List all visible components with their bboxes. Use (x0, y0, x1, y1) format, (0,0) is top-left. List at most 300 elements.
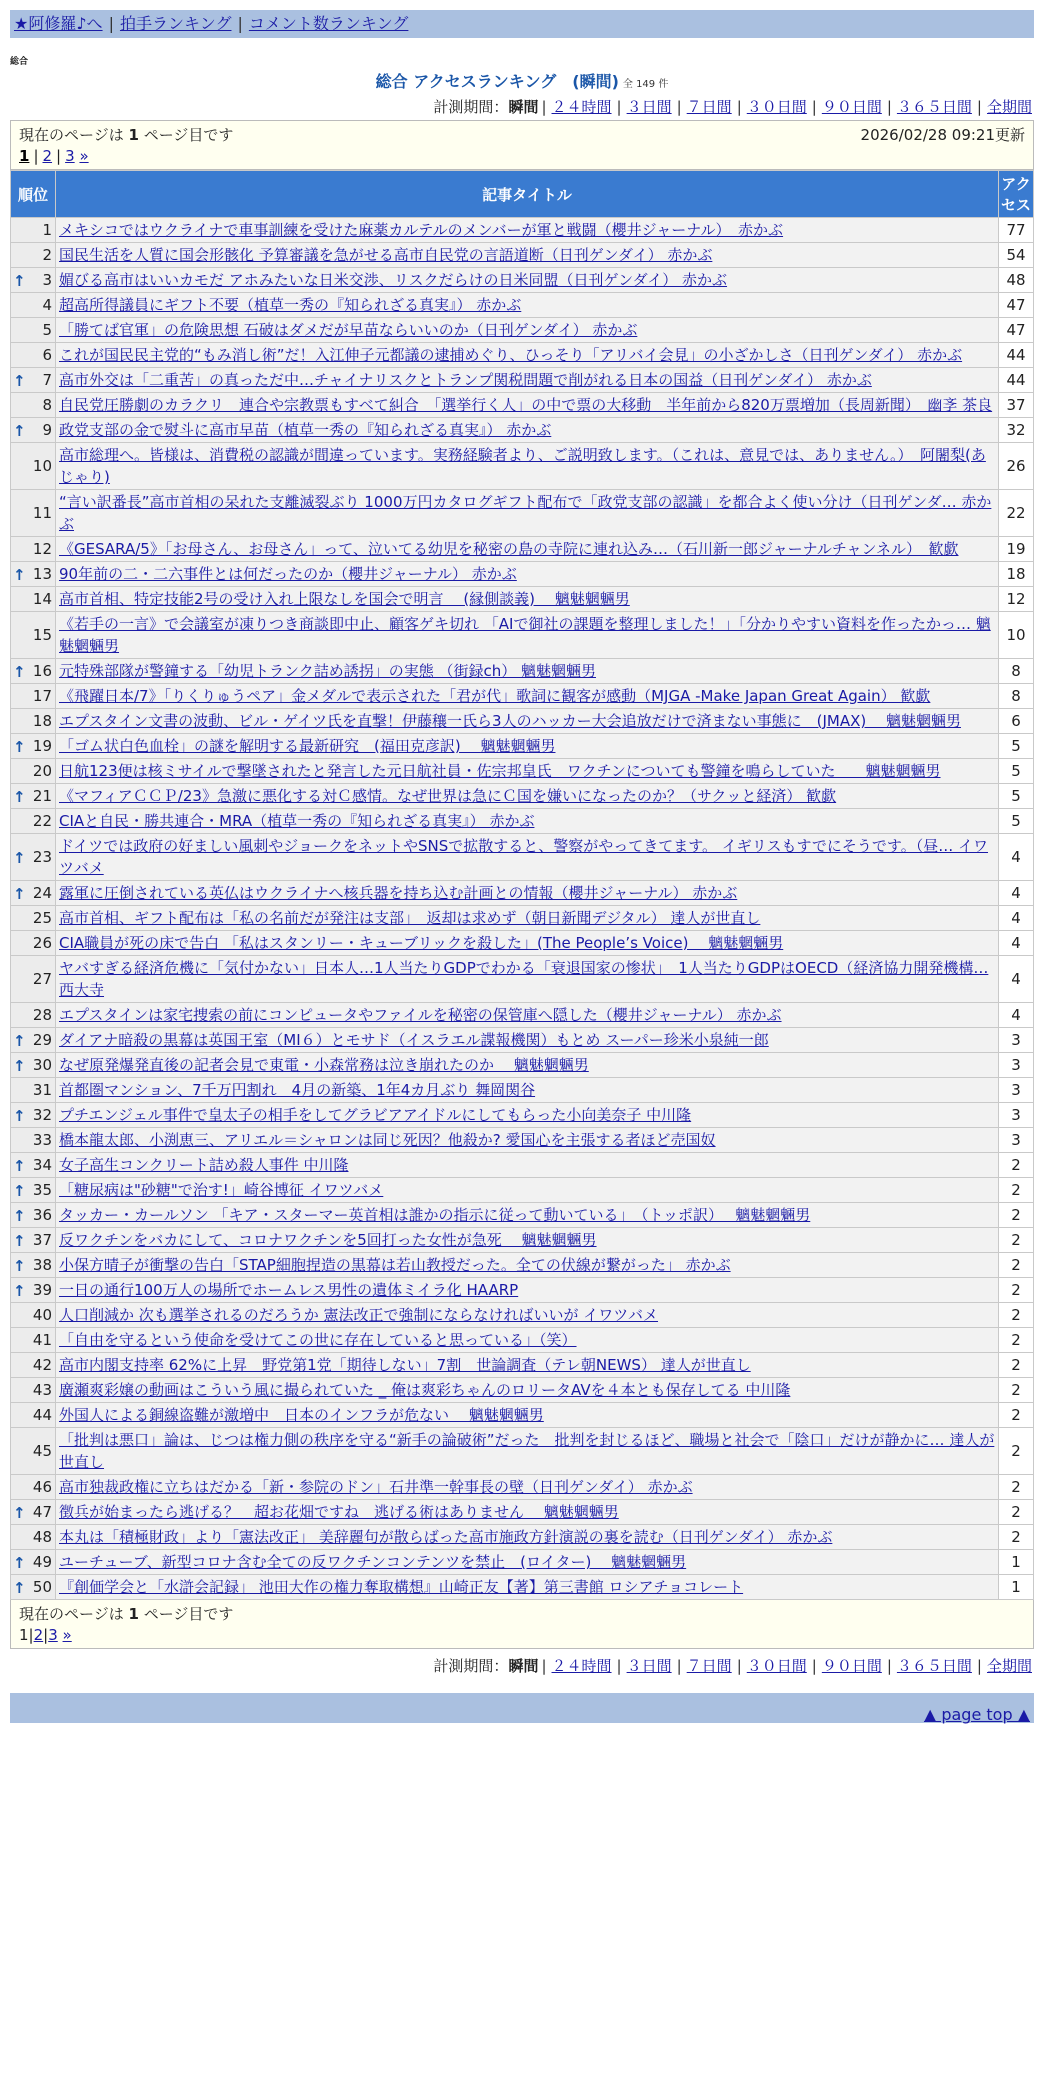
table-row (11, 931, 1034, 956)
access-count: 5 (999, 784, 1034, 809)
title-cell (56, 490, 999, 537)
rank-number: 22 (32, 812, 52, 830)
article-link[interactable]: 元特殊部隊が警鐘する「幼児トランク詰め誘拐」の実態 （街録ch） 魑魅魍魎男 (59, 662, 596, 680)
period-link[interactable]: ７日間 (686, 98, 732, 116)
table-row (11, 562, 1034, 587)
title-cell (56, 1253, 999, 1278)
access-count: 8 (999, 659, 1034, 684)
article-link[interactable]: エプスタインは家宅捜索の前にコンピュータやファイルを秘密の保管庫へ隠した（櫻井ジャーナル） 赤かぶ (59, 1006, 782, 1024)
period-link[interactable]: 全期間 (986, 98, 1032, 116)
page-status: 現在のページは 1 ページ目です (19, 126, 234, 144)
table-row (11, 1475, 1034, 1500)
rank-number: 20 (32, 762, 52, 780)
title-cell (56, 1003, 999, 1028)
rank-number: 35 (32, 1181, 52, 1199)
table-row (11, 906, 1034, 931)
access-count: 2 (999, 1228, 1034, 1253)
rank-number: 34 (32, 1156, 52, 1174)
rank-cell (11, 759, 56, 784)
rank-number: 46 (32, 1478, 52, 1496)
title-cell (56, 268, 999, 293)
rank-number: 31 (32, 1081, 52, 1099)
title-cell (56, 612, 999, 659)
article-link[interactable]: 《マフィアＣＣＰ/23》急激に悪化する対Ｃ感情。なぜ世界は急にＣ国を嫌いになったのか？（サクッと経済） 歓歔 (59, 787, 837, 805)
period-link[interactable]: ３日間 (626, 1657, 672, 1675)
rank-number: 39 (32, 1281, 52, 1299)
table-row (11, 684, 1034, 709)
rank-cell (11, 318, 56, 343)
rank-cell (11, 1228, 56, 1253)
article-link[interactable]: 「自由を守るという使命を受けてこの世に存在していると思っている」（笑） (59, 1331, 577, 1349)
article-link[interactable]: 反ワクチンをバカにして、コロナワクチンを5回打った女性が急死 魑魅魍魎男 (59, 1231, 597, 1249)
access-count: 8 (999, 684, 1034, 709)
article-link[interactable]: これが国民民主党的“もみ消し術”だ！入江伸子元都議の逮捕めぐり、ひっそり「アリバイ会見」の小ざかしさ（日刊ゲンダイ） 赤かぶ (59, 346, 963, 364)
rank-cell (11, 709, 56, 734)
title-cell (56, 734, 999, 759)
rank-cell (11, 956, 56, 1003)
comment-ranking-link[interactable]: コメント数ランキング (248, 14, 409, 33)
table-row (11, 809, 1034, 834)
title-cell (56, 318, 999, 343)
rank-cell (11, 809, 56, 834)
rank-number: 33 (32, 1131, 52, 1149)
period-link[interactable]: ３６５日間 (896, 98, 972, 116)
article-link[interactable]: タッカー・カールソン 「キア・スターマー英首相は誰かの指示に従って動いている」 （トッポ訳） 魑魅魍魎男 (59, 1206, 811, 1224)
access-count: 3 (999, 1128, 1034, 1153)
title-cell (56, 1228, 999, 1253)
clap-ranking-link[interactable]: 拍手ランキング (119, 14, 232, 33)
access-count: 47 (999, 318, 1034, 343)
access-count: 1 (999, 1575, 1034, 1600)
access-count: 2 (999, 1500, 1034, 1525)
table-row (11, 418, 1034, 443)
table-row (11, 587, 1034, 612)
rank-cell (11, 1003, 56, 1028)
title-cell (56, 906, 999, 931)
period-link[interactable]: ３０日間 (746, 98, 807, 116)
article-link[interactable]: 女子高生コンクリート詰め殺人事件 中川隆 (59, 1156, 349, 1174)
rank-number: 14 (32, 590, 52, 608)
title-cell (56, 881, 999, 906)
article-link[interactable]: ユーチューブ、新型コロナ含む全ての反ワクチンコンテンツを禁止 (ロイター) 魑魅魍魎男 (59, 1553, 687, 1571)
period-link[interactable]: 全期間 (986, 1657, 1032, 1675)
title-cell (56, 784, 999, 809)
title-cell (56, 1353, 999, 1378)
title-cell (56, 1053, 999, 1078)
title-cell (56, 1028, 999, 1053)
title-cell (56, 659, 999, 684)
table-row (11, 1128, 1034, 1153)
article-link[interactable]: ドイツでは政府の好ましい風刺やジョークをネットやSNSで拡散すると、警察がやってきてます。 イギリスもすでにそうです。（昼… イワツバメ (59, 837, 989, 877)
rank-cell (11, 587, 56, 612)
rank-cell (11, 1525, 56, 1550)
title-cell (56, 931, 999, 956)
article-link[interactable]: 一日の通行100万人の場所でホームレス男性の遺体ミイラ化 HAARP (59, 1281, 519, 1299)
access-count: 47 (999, 293, 1034, 318)
rank-number: 4 (42, 296, 52, 314)
title-cell (56, 834, 999, 881)
access-count: 2 (999, 1378, 1034, 1403)
table-row (11, 1328, 1034, 1353)
rank-cell (11, 1028, 56, 1053)
pager-link[interactable]: 2 (42, 147, 53, 165)
table-row (11, 1525, 1034, 1550)
access-count: 4 (999, 956, 1034, 1003)
access-count: 2 (999, 1328, 1034, 1353)
pager-next[interactable]: » (79, 147, 89, 165)
pager-link[interactable]: 3 (48, 1626, 58, 1644)
table-row (11, 1500, 1034, 1525)
title-cell (56, 343, 999, 368)
rank-number: 6 (42, 346, 52, 364)
pager-link[interactable]: 2 (33, 1626, 44, 1644)
rank-number: 30 (32, 1056, 52, 1074)
article-link[interactable]: プチエンジェル事件で皇太子の相手をしてグラビアアイドルにしてもらった小向美奈子 中川隆 (59, 1106, 692, 1124)
table-row (11, 343, 1034, 368)
table-row (11, 218, 1034, 243)
table-row (11, 537, 1034, 562)
up-arrow-icon: ↑ (13, 1207, 26, 1225)
article-link[interactable]: 国民生活を人質に国会形骸化 予算審議を急がせる高市自民党の言語道断（日刊ゲンダイ） 赤かぶ (59, 246, 713, 264)
rank-cell (11, 562, 56, 587)
article-link[interactable]: 高市内閣支持率 62%に上昇 野党第1党「期待しない」7割 世論調査（テレ朝NEWS） 達人が世直し (59, 1356, 751, 1374)
period-link[interactable]: ７日間 (686, 1657, 732, 1675)
article-link[interactable]: 高市独裁政権に立ちはだかる「新・参院のドン」石井準一幹事長の壁（日刊ゲンダイ） 赤かぶ (59, 1478, 693, 1496)
title-cell (56, 956, 999, 1003)
page-info-top (10, 120, 1034, 170)
rank-cell (11, 1575, 56, 1600)
rank-cell (11, 834, 56, 881)
access-count: 4 (999, 834, 1034, 881)
article-link[interactable]: 超高所得議員にギフト不要（植草一秀の『知られざる真実』） 赤かぶ (59, 296, 522, 314)
up-arrow-icon: ↑ (13, 1257, 26, 1275)
article-link[interactable]: 小保方晴子が衝撃の告白「STAP細胞捏造の黒幕は若山教授だった。全ての伏線が繋がった」 赤かぶ (59, 1256, 731, 1274)
title-cell (56, 243, 999, 268)
rank-number: 43 (32, 1381, 52, 1399)
access-count: 3 (999, 1053, 1034, 1078)
up-arrow-icon: ↑ (13, 663, 26, 681)
pager-next[interactable]: » (62, 1626, 72, 1644)
access-count: 4 (999, 906, 1034, 931)
rank-number: 25 (32, 909, 52, 927)
top-nav-bar: ★阿修羅♪へ | 拍手ランキング | コメント数ランキング (10, 10, 1034, 38)
title-cell (56, 1278, 999, 1303)
item-count: 全 149 件 (622, 79, 669, 90)
article-link[interactable]: 露軍に圧倒されている英仏はウクライナへ核兵器を持ち込む計画との情報（櫻井ジャーナル） 赤かぶ (59, 884, 738, 902)
rank-cell (11, 1328, 56, 1353)
table-row (11, 1278, 1034, 1303)
pager-bottom: 1|2|3 » (19, 1626, 72, 1644)
rank-number: 26 (32, 934, 52, 952)
article-link[interactable]: 高市外交は「二重苦」の真っただ中…チャイナリスクとトランプ関税問題で削がれる日本の国益（日刊ゲンダイ） 赤かぶ (59, 371, 872, 389)
rank-number: 32 (32, 1106, 52, 1124)
title-cell (56, 1500, 999, 1525)
rank-number: 13 (32, 565, 52, 583)
access-count: 2 (999, 1278, 1034, 1303)
title-cell (56, 1103, 999, 1128)
article-link[interactable]: 本丸は「積極財政」より「憲法改正」 美辞麗句が散らばった高市施政方針演説の裏を読む（日刊ゲンダイ） 赤かぶ (59, 1528, 833, 1546)
rank-cell (11, 1178, 56, 1203)
access-count: 77 (999, 218, 1034, 243)
access-count: 48 (999, 268, 1034, 293)
rank-cell (11, 443, 56, 490)
title-cell (56, 393, 999, 418)
period-link[interactable]: ２４時間 (551, 1657, 612, 1675)
article-link[interactable]: 外国人による銅線盗難が激増中 日本のインフラが危ない 魑魅魍魎男 (59, 1406, 544, 1424)
period-link[interactable]: ３０日間 (746, 1657, 807, 1675)
page-top-link[interactable]: ▲ page top ▲ (923, 1705, 1030, 1724)
access-count: 2 (999, 1303, 1034, 1328)
article-link[interactable]: 「勝てば官軍」の危険思想 石破はダメだが早苗ならいいのか（日刊ゲンダイ） 赤かぶ (59, 321, 638, 339)
table-row (11, 834, 1034, 881)
table-row (11, 1353, 1034, 1378)
up-arrow-icon: ↑ (13, 422, 26, 440)
up-arrow-icon: ↑ (13, 566, 26, 584)
article-link[interactable]: 「ゴム状白色血栓」の謎を解明する最新研究 (福田克彦訳) 魑魅魍魎男 (59, 737, 556, 755)
access-count: 19 (999, 537, 1034, 562)
article-link[interactable]: 高市総理へ。皆様は、消費税の認識が間違っています。実務経験者より、ご説明致します。（これは、意見では、ありません。） 阿闍梨(あじゃり) (59, 446, 986, 486)
rank-number: 18 (32, 712, 52, 730)
table-row (11, 1103, 1034, 1128)
table-row (11, 393, 1034, 418)
article-link[interactable]: 『創価学会と「水滸会記録」 池田大作の権力奪取構想』山崎正友【著】第三書館 ロシアチョコレート (59, 1578, 744, 1596)
article-link[interactable]: なぜ原発爆発直後の記者会見で東電・小森常務は泣き崩れたのか 魑魅魍魎男 (59, 1056, 589, 1074)
article-link[interactable]: 首都圏マンション、7千万円割れ 4月の新築、1年4カ月ぶり 舞岡関谷 (59, 1081, 536, 1099)
up-arrow-icon: ↑ (13, 788, 26, 806)
table-row (11, 318, 1034, 343)
pager-current: 1 (19, 1626, 29, 1644)
up-arrow-icon: ↑ (13, 1232, 26, 1250)
title-cell (56, 1525, 999, 1550)
title-cell (56, 759, 999, 784)
rank-number: 36 (32, 1206, 52, 1224)
rank-number: 44 (32, 1406, 52, 1424)
title-cell (56, 1153, 999, 1178)
up-arrow-icon: ↑ (13, 1554, 26, 1572)
rank-number: 5 (42, 321, 52, 339)
table-row (11, 612, 1034, 659)
access-count: 2 (999, 1525, 1034, 1550)
article-link[interactable]: 《飛躍日本/7》「りくりゅうペア」金メダルで表示された「君が代」歌詞に観客が感動（MJGA -Make Japan Great Again） 歓歔 (59, 687, 931, 705)
table-row (11, 1228, 1034, 1253)
access-count: 3 (999, 1078, 1034, 1103)
article-link[interactable]: エプスタイン文書の波動、ビル・ゲイツ氏を直撃！伊藤穰一氏ら3人のハッカー大会追放だけで済まない事態に (JMAX) 魑魅魍魎男 (59, 712, 961, 730)
up-arrow-icon: ↑ (13, 1282, 26, 1300)
article-link[interactable]: 徴兵が始まったら逃げる？ 超お花畑ですね 逃げる術はありません 魑魅魍魎男 (59, 1503, 619, 1521)
period-label: 計測期間： (433, 98, 509, 116)
section-label: 総合 (10, 57, 29, 67)
access-count: 2 (999, 1403, 1034, 1428)
up-arrow-icon: ↑ (13, 272, 26, 290)
table-row (11, 293, 1034, 318)
rank-cell (11, 684, 56, 709)
up-arrow-icon: ↑ (13, 1107, 26, 1125)
rank-cell (11, 784, 56, 809)
table-row (11, 443, 1034, 490)
article-link[interactable]: 日航123便は核ミサイルで撃墜されたと発言した元日航社員・佐宗邦皇氏 ワクチンについても警鐘を鳴らしていた 魑魅魍魎男 (59, 762, 941, 780)
ranking-table (10, 170, 1034, 1600)
rank-cell (11, 243, 56, 268)
table-row (11, 1303, 1034, 1328)
rank-number: 45 (32, 1442, 52, 1460)
rank-number: 7 (42, 371, 52, 389)
access-count: 22 (999, 490, 1034, 537)
title-cell (56, 537, 999, 562)
rank-number: 9 (42, 421, 52, 439)
article-link[interactable]: ダイアナ暗殺の黒幕は英国王室（MI６）とモサド（イスラエル諜報機関）もとめ スーパー珍米小泉純一郎 (59, 1031, 769, 1049)
table-row (11, 268, 1034, 293)
article-link[interactable]: 90年前の二・二六事件とは何だったのか（櫻井ジャーナル） 赤かぶ (59, 565, 517, 583)
table-row (11, 1078, 1034, 1103)
rank-number: 3 (42, 271, 52, 289)
up-arrow-icon: ↑ (13, 738, 26, 756)
rank-cell (11, 931, 56, 956)
article-link[interactable]: 橋本龍太郎、小渕恵三、アリエル＝シャロンは同じ死因？他殺か? 愛国心を主張する者ほど売国奴 (59, 1131, 716, 1149)
table-row (11, 1575, 1034, 1600)
access-count: 12 (999, 587, 1034, 612)
article-link[interactable]: 「糖尿病は"砂糖"で治す!」崎谷博征 イワツバメ (59, 1181, 384, 1199)
footer-bar (10, 1693, 1034, 1723)
period-link[interactable]: ９０日間 (821, 1657, 882, 1675)
access-count: 2 (999, 1253, 1034, 1278)
article-link[interactable]: 人口削減か 次も選挙されるのだろうか 憲法改正で強制にならなければいいが イワツバメ (59, 1306, 659, 1324)
title-cell (56, 1328, 999, 1353)
rank-number: 16 (32, 662, 52, 680)
rank-number: 29 (32, 1031, 52, 1049)
rank-cell (11, 881, 56, 906)
article-link[interactable]: 政党支部の金で熨斗に高市早苗（植草一秀の『知られざる真実』） 赤かぶ (59, 421, 552, 439)
access-count: 4 (999, 1003, 1034, 1028)
rank-number: 48 (32, 1528, 52, 1546)
access-count: 37 (999, 393, 1034, 418)
access-count: 4 (999, 931, 1034, 956)
rank-number: 21 (32, 787, 52, 805)
title-cell (56, 562, 999, 587)
title-cell (56, 1428, 999, 1475)
pager-link[interactable]: 3 (65, 147, 75, 165)
rank-number: 12 (32, 540, 52, 558)
rank-number: 23 (32, 848, 52, 866)
up-arrow-icon: ↑ (13, 1182, 26, 1200)
table-row (11, 243, 1034, 268)
article-link[interactable]: 高市首相、特定技能2号の受け入れ上限なしを国会で明言 (縁側談義) 魑魅魍魎男 (59, 590, 630, 608)
access-count: 5 (999, 809, 1034, 834)
access-count: 2 (999, 1475, 1034, 1500)
rank-cell (11, 1053, 56, 1078)
article-link[interactable]: 廣瀬爽彩嬢の動画はこういう風に撮られていた _ 俺は爽彩ちゃんのロリータAVを４本とも保存してる 中川隆 (59, 1381, 791, 1399)
up-arrow-icon: ↑ (13, 1057, 26, 1075)
article-link[interactable]: 《GESARA/5》「お母さん、お母さん」って、泣いてる幼児を秘密の島の寺院に連れ込み…（石川新一郎ジャーナルチャンネル） 歓歔 (59, 540, 959, 558)
pager-current: 1 (19, 147, 30, 165)
article-link[interactable]: 自民党圧勝劇のカラクリ 連合や宗教票もすべて糾合 「選挙行く人」の中で票の大移動 半年前から820万票増加（長周新聞） 幽斈 茶良 (59, 396, 993, 414)
rank-number: 17 (32, 687, 52, 705)
rank-cell (11, 1403, 56, 1428)
access-count: 2 (999, 1353, 1034, 1378)
period-link[interactable]: ３６５日間 (896, 1657, 972, 1675)
rank-number: 40 (32, 1306, 52, 1324)
title-cell (56, 1303, 999, 1328)
title-cell (56, 418, 999, 443)
article-link[interactable]: CIAと自民・勝共連合・MRA（植草一秀の『知られざる真実』） 赤かぶ (59, 812, 535, 830)
rank-cell (11, 293, 56, 318)
article-link[interactable]: 「批判は悪口」論は、じつは権力側の秩序を守る“新手の論破術”だった 批判を封じるほど、職場と社会で「陰口」だけが静かに… 達人が世直し (59, 1431, 995, 1471)
article-link[interactable]: “言い訳番長”高市首相の呆れた支離滅裂ぶり 1000万円カタログギフト配布で「政党支部の認識」を都合よく使い分け（日刊ゲンダ… 赤かぶ (59, 493, 992, 533)
home-link[interactable]: ★阿修羅♪へ (14, 14, 103, 33)
rank-cell (11, 1128, 56, 1153)
title-cell (56, 1475, 999, 1500)
table-row (11, 1403, 1034, 1428)
rank-cell (11, 1475, 56, 1500)
rank-cell (11, 537, 56, 562)
access-count: 54 (999, 243, 1034, 268)
rank-number: 28 (32, 1006, 52, 1024)
rank-number: 38 (32, 1256, 52, 1274)
period-link[interactable]: ９０日間 (821, 98, 882, 116)
article-link[interactable]: 高市首相、ギフト配布は「私の名前だが発注は支部」 返却は求めず（朝日新聞デジタル） 達人が世直し (59, 909, 761, 927)
table-row (11, 1550, 1034, 1575)
pager-top: 1 | 2 | 3 » (19, 147, 89, 165)
rank-cell (11, 1278, 56, 1303)
access-count: 44 (999, 343, 1034, 368)
table-row (11, 709, 1034, 734)
title-cell (56, 684, 999, 709)
access-count: 2 (999, 1428, 1034, 1475)
rank-cell (11, 906, 56, 931)
access-count: 26 (999, 443, 1034, 490)
access-count: 3 (999, 1028, 1034, 1053)
access-header: アクセス (999, 171, 1034, 218)
rank-cell (11, 218, 56, 243)
rank-number: 50 (32, 1578, 52, 1596)
rank-cell (11, 1378, 56, 1403)
table-row (11, 1378, 1034, 1403)
access-count: 18 (999, 562, 1034, 587)
title-cell (56, 1178, 999, 1203)
access-count: 3 (999, 1103, 1034, 1128)
table-row (11, 784, 1034, 809)
article-link[interactable]: 媚びる高市はいいカモだ アホみたいな日米交渉、リスクだらけの日米同盟（日刊ゲンダイ） 赤かぶ (59, 271, 728, 289)
title-cell (56, 1378, 999, 1403)
access-count: 32 (999, 418, 1034, 443)
rank-number: 24 (32, 884, 52, 902)
article-link[interactable]: ヤバすぎる経済危機に「気付かない」日本人…1人当たりGDPでわかる「衰退国家の惨状」 1人当たりGDPはOECD（経済協力開発機構… 西大寺 (59, 959, 989, 999)
period-selector-top: 計測期間：瞬間 | ２４時間 | ３日間 | ７日間 | ３０日間 | ９０日間 | ３６５日間 | 全期間 (433, 98, 1032, 116)
article-link[interactable]: メキシコではウクライナで車事訓練を受けた麻薬カルテルのメンバーが軍と戦闘（櫻井ジャーナル） 赤かぶ (59, 221, 784, 239)
period-current: 瞬間 (508, 98, 539, 116)
period-link[interactable]: ３日間 (626, 98, 672, 116)
title-cell (56, 1203, 999, 1228)
access-count: 5 (999, 734, 1034, 759)
up-arrow-icon: ↑ (13, 1504, 26, 1522)
rank-cell (11, 1550, 56, 1575)
page-status-bottom: 現在のページは 1 ページ目です (19, 1605, 234, 1623)
period-selector-bottom: 計測期間：瞬間 | ２４時間 | ３日間 | ７日間 | ３０日間 | ９０日間 | ３６５日間 | 全期間 (433, 1657, 1032, 1675)
article-link[interactable]: CIA職員が死の床で告白 「私はスタンリー・キューブリックを殺した」(The People’s Voice) 魑魅魍魎男 (59, 934, 784, 952)
rank-number: 41 (32, 1331, 52, 1349)
title-header: 記事タイトル (56, 171, 999, 218)
table-row (11, 659, 1034, 684)
title-cell (56, 709, 999, 734)
period-link[interactable]: ２４時間 (551, 98, 612, 116)
table-row (11, 881, 1034, 906)
rank-number: 42 (32, 1356, 52, 1374)
access-count: 1 (999, 1550, 1034, 1575)
rank-cell (11, 1353, 56, 1378)
table-row (11, 1028, 1034, 1053)
up-arrow-icon: ↑ (13, 885, 26, 903)
period-current: 瞬間 (508, 1657, 539, 1675)
article-link[interactable]: 《若手の一言》で会議室が凍りつき商談即中止、顧客ゲキ切れ 「AIで御社の課題を整理しました！」「分かりやすい資料を作ったかっ… 魑魅魍魎男 (59, 615, 991, 655)
